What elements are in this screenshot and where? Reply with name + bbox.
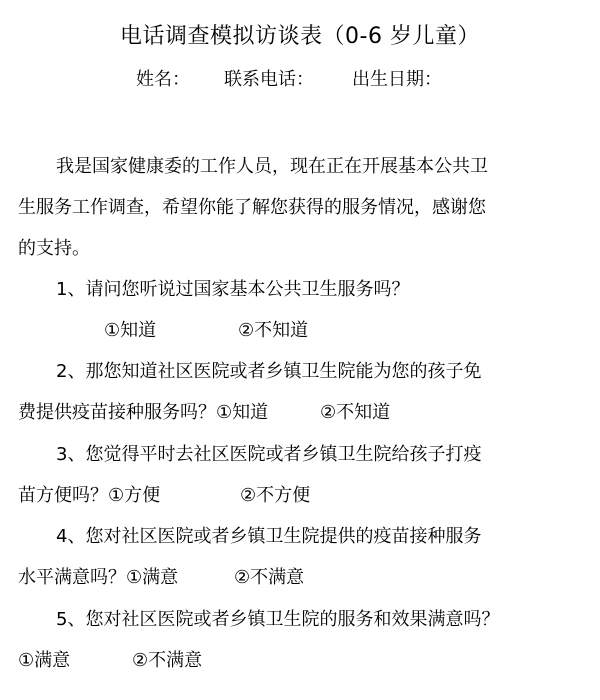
question-2-line-1: 2、那您知道社区医院或者乡镇卫生院能为您的孩子免: [56, 361, 482, 382]
question-4-line-2: [18, 557, 584, 598]
question-5-option-1: ①满意: [18, 650, 71, 671]
question-4-line-2-text: 水平满意吗？: [18, 567, 126, 588]
question-3-line-1: 3、您觉得平时去社区医院或者乡镇卫生院给孩子打疫: [56, 444, 482, 465]
question-3-line-2: [18, 475, 584, 516]
name-field-label: 姓名：: [136, 69, 190, 90]
question-5: [18, 599, 584, 681]
question-2-line-2: [18, 392, 584, 433]
question-2: [18, 351, 584, 433]
question-4: [18, 516, 584, 598]
question-3-option-1: ①方便: [108, 485, 161, 506]
intro-line-3: 的支持。: [18, 238, 90, 259]
question-3-option-2: ②不方便: [240, 485, 311, 506]
question-3-line-2-text: 苗方便吗？: [18, 485, 108, 506]
question-2-option-2: ②不知道: [320, 402, 391, 423]
intro-line-2: 生服务工作调查，希望你能了解您获得的服务情况，感谢您: [18, 197, 486, 218]
intro-line-1: 我是国家健康委的工作人员，现在正在开展基本公共卫: [56, 156, 488, 177]
question-1-option-1: ①知道: [104, 320, 157, 341]
question-5-line-1: 5、您对社区医院或者乡镇卫生院的服务和效果满意吗？: [56, 609, 500, 630]
birth-date-field-label: 出生日期：: [352, 69, 442, 90]
intro-paragraph: [18, 146, 584, 269]
question-1-text: 1、请问您听说过国家基本公共卫生服务吗？: [56, 279, 410, 300]
question-4-line-1: 4、您对社区医院或者乡镇卫生院提供的疫苗接种服务: [56, 526, 482, 547]
document-title: 电话调查模拟访谈表（0-6 岁儿童）: [120, 24, 480, 49]
question-2-option-1: ①知道: [216, 402, 269, 423]
question-1: [18, 269, 584, 351]
question-4-option-1: ①满意: [126, 567, 179, 588]
question-2-line-2-text: 费提供疫苗接种服务吗？: [18, 402, 216, 423]
question-5-options: [18, 640, 584, 681]
question-5-option-2: ②不满意: [132, 650, 203, 671]
question-4-option-2: ②不满意: [234, 567, 305, 588]
phone-field-label: 联系电话：: [224, 69, 314, 90]
question-1-options: [18, 310, 584, 351]
question-1-option-2: ②不知道: [238, 320, 309, 341]
respondent-fields: [136, 67, 442, 93]
question-3: [18, 434, 584, 516]
